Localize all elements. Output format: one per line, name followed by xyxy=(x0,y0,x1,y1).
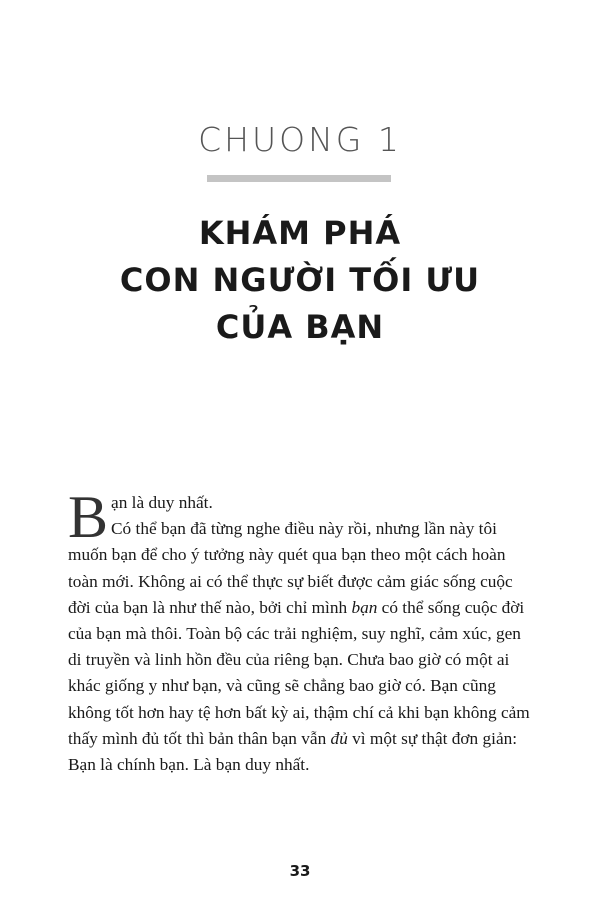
page-number: 33 xyxy=(289,862,311,880)
drop-cap: B xyxy=(68,484,109,550)
opening-line: ạn là duy nhất. xyxy=(111,493,213,512)
chapter-title xyxy=(0,210,600,351)
chapter-title-line-3: CỦA BẠN xyxy=(215,308,385,346)
chapter-label: CHUONG 1 xyxy=(198,120,402,159)
chapter-title-line-2: CON NGƯỜI TỐI ƯU xyxy=(119,261,481,299)
paragraph-text-2: có thể sống cuộc đời của bạn mà thôi. Toàn bộ các trải nghiệm, suy nghĩ, cảm xúc, gen di truyền và linh hồn đều của riêng bạn. Chưa bao giờ có một ai khác giống y như bạn, và cũng sẽ chẳng bao giờ có. Bạn cũng không tốt hơn hay tệ hơn bất kỳ ai, thậm chí cả khi bạn không cảm thấy mình đủ tốt thì bản thân bạn vẫn xyxy=(68,597,530,748)
chapter-divider xyxy=(207,175,391,182)
chapter-title-line-1: KHÁM PHÁ xyxy=(198,214,402,252)
paragraph-text-3: vì một sự thật đơn giản: Bạn là chính bạn. Là bạn duy nhất. xyxy=(68,728,518,775)
emphasis-ban: bạn xyxy=(351,597,378,617)
main-paragraph xyxy=(68,516,533,778)
emphasis-du: đủ xyxy=(330,728,348,748)
body-text xyxy=(68,484,533,778)
paragraph-text-1: Có thể bạn đã từng nghe điều này rồi, nhưng lần này tôi muốn bạn để cho ý tưởng này quét qua bạn theo một cách hoàn toàn mới. Không ai có thể thực sự biết được cảm giác sống cuộc đời của bạn là như thế nào, bởi chỉ mình xyxy=(68,519,513,617)
